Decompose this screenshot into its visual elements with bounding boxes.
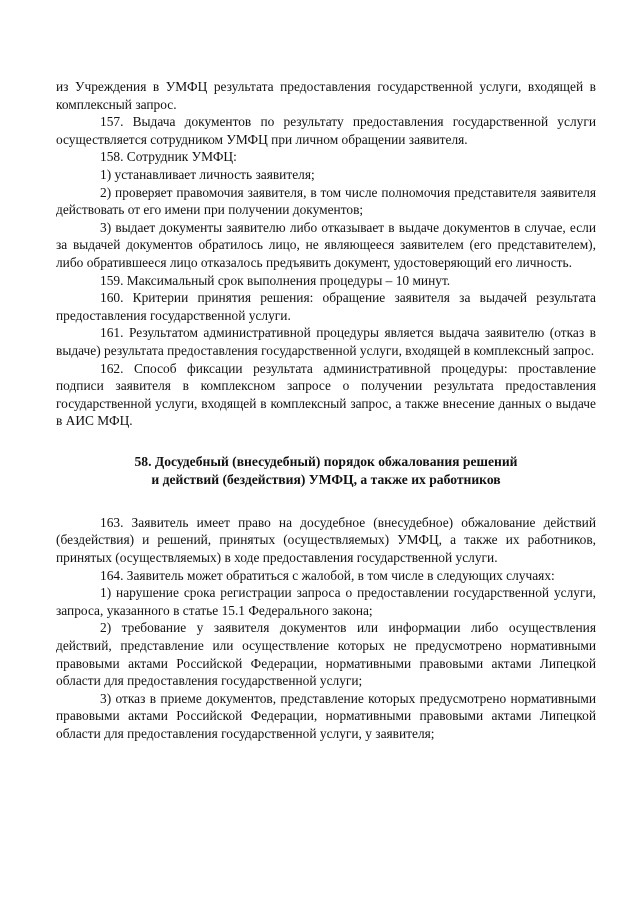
paragraph-164-item-3: 3) отказ в приеме документов, представление которых предусмотрено нормативными правовыми актами Российской Федерации, нормативными правовыми актами Липецкой области для предоставления государственной услуги, у заявителя; — [56, 690, 596, 741]
paragraph-160: 160. Критерии принятия решения: обращение заявителя за выдачей результата предоставления государственной услуги. — [56, 290, 596, 323]
paragraph-159: 159. Максимальный срок выполнения процедуры – 10 минут. — [100, 272, 451, 288]
section-heading-line-1: 58. Досудебный (внесудебный) порядок обжалования решений — [134, 453, 518, 469]
section-heading — [56, 453, 596, 489]
paragraph-164-item-1: 1) нарушение срока регистрации запроса о предоставлении государственной услуги, запроса, указанного в статье 15.1 Федерального закона; — [56, 585, 596, 618]
paragraph-161: 161. Результатом административной процедуры является выдача заявителю (отказ в выдаче) результата предоставления государственной услуги, входящей в комплексный запрос. — [56, 325, 596, 358]
section-heading-line-2: и действий (бездействия) УМФЦ, а также их работников — [151, 471, 501, 487]
paragraph-163: 163. Заявитель имеет право на досудебное (внесудебное) обжалование действий (бездействия) и решений, принятых (осуществляемых) УМФЦ, а также их работников, принятых (осуществляемых) в ходе предоставления государственной услуги. — [56, 514, 596, 566]
paragraph-164-item-2: 2) требование у заявителя документов или информации либо осуществления действий, представление или осуществление которых не предусмотрено нормативными правовыми актами Российской Федерации, нормативными правовыми актами Липецкой области для предоставления государственной услуги; — [56, 620, 596, 689]
paragraph-157: 157. Выдача документов по результату предоставления государственной услуги осуществляется сотрудником УМФЦ при личном обращении заявителя. — [56, 114, 596, 147]
paragraph-158: 158. Сотрудник УМФЦ: — [100, 149, 237, 165]
paragraph-158-item-1: 1) устанавливает личность заявителя; — [100, 166, 315, 182]
paragraph-164: 164. Заявитель может обратиться с жалобой, в том числе в следующих случаях: — [100, 567, 555, 583]
paragraph-158-item-3: 3) выдает документы заявителю либо отказывает в выдаче документов в случае, если за выдачей документов обратилось лицо, не являющееся заявителем (его представителем), либо обратившееся лицо отказалось предъявить документ, удостоверяющий его личность. — [56, 219, 596, 270]
paragraph-continuation: из Учреждения в УМФЦ результата предоставления государственной услуги, входящей в комплексный запрос. — [56, 79, 596, 112]
paragraph-162: 162. Способ фиксации результата административной процедуры: проставление подписи заявителя в комплексном запросе о получении результата предоставления государственной услуги, входящей в комплексный запрос, а также внесение данных о выдаче в АИС МФЦ. — [56, 360, 596, 429]
paragraph-158-item-2: 2) проверяет правомочия заявителя, в том числе полномочия представителя заявителя действовать от его имени при получении документов; — [56, 184, 596, 218]
